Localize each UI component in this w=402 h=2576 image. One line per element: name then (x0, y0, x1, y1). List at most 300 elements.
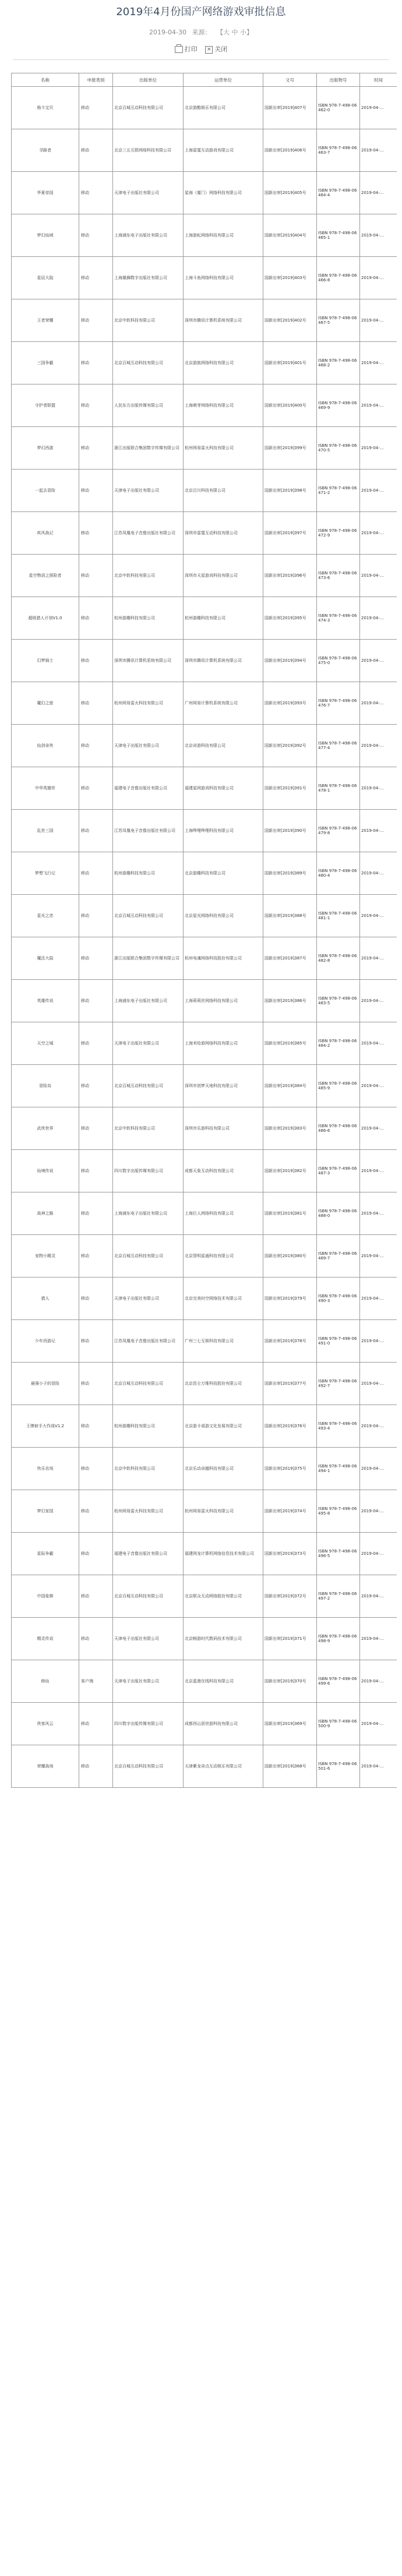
source-label: 来源： (192, 29, 211, 36)
category-cell: 客户端 (79, 1660, 113, 1703)
approval-number-cell: 国新出审[2019]382号 (263, 1150, 317, 1192)
approval-number-cell: 国新出审[2019]378号 (263, 1320, 317, 1363)
approval-number-cell: 国新出审[2019]402号 (263, 299, 317, 342)
close-link[interactable]: 关闭 (214, 45, 228, 53)
isbn-cell: ISBN 978-7-498-06478-1 (317, 767, 360, 810)
print-link[interactable]: 打印 (184, 45, 198, 53)
game-name-cell: 中华英雄传 (12, 767, 79, 810)
time-cell: 2019-04-... (360, 1405, 397, 1448)
isbn-cell: ISBN 978-7-498-06481-1 (317, 895, 360, 937)
category-cell: 移动 (79, 1192, 113, 1235)
category-cell: 移动 (79, 1150, 113, 1192)
table-row (12, 1107, 397, 1150)
category-cell: 移动 (79, 1320, 113, 1363)
table-row (12, 1150, 397, 1192)
isbn-cell: ISBN 978-7-498-06482-8 (317, 937, 360, 980)
publisher-cell: 福建电子音像出版社有限公司 (113, 767, 184, 810)
close-icon[interactable]: × (205, 46, 213, 54)
time-cell: 2019-04-... (360, 597, 397, 640)
table-row (12, 640, 397, 682)
table-row (12, 1745, 397, 1788)
publisher-cell: 北京中软科技有限公司 (113, 1107, 184, 1150)
game-name-cell: 疾风战记 (12, 512, 79, 555)
table-row (12, 980, 397, 1022)
table-row (12, 1618, 397, 1660)
isbn-cell: ISBN 978-7-498-06469-9 (317, 384, 360, 427)
game-name-cell: 王牌射手大作战V1.2 (12, 1405, 79, 1448)
time-cell: 2019-04-... (360, 87, 397, 129)
table-row (12, 682, 397, 725)
publisher-cell: 北京百城互动科技有限公司 (113, 1745, 184, 1788)
game-name-cell: 英雄传说 (12, 980, 79, 1022)
approval-number-cell: 国新出审[2019]389号 (263, 852, 317, 895)
category-cell: 移动 (79, 852, 113, 895)
game-name-cell: 王者荣耀 (12, 299, 79, 342)
category-cell: 移动 (79, 172, 113, 214)
table-row (12, 767, 397, 810)
table-row (12, 214, 397, 257)
table-row (12, 172, 397, 214)
category-cell: 移动 (79, 1405, 113, 1448)
game-name-cell: 星光之恋 (12, 895, 79, 937)
isbn-cell: ISBN 978-7-498-06471-2 (317, 470, 360, 512)
publisher-cell: 北京中软科技有限公司 (113, 555, 184, 597)
isbn-cell: ISBN 978-7-498-06472-9 (317, 512, 360, 555)
publisher-cell: 北京中软科技有限公司 (113, 299, 184, 342)
time-cell: 2019-04-... (360, 342, 397, 384)
publisher-cell: 江苏凤凰电子音像出版社有限公司 (113, 1320, 184, 1363)
publisher-cell: 浙江出版联合集团数字传媒有限公司 (113, 427, 184, 470)
game-name-cell: 侠客风云 (12, 1703, 79, 1745)
approval-table (11, 73, 397, 1788)
column-header-operator: 运营单位 (184, 73, 263, 87)
operator-cell: 北京乐动卓越科技有限公司 (184, 1448, 263, 1490)
operator-cell: 广州三七互娱科技有限公司 (184, 1320, 263, 1363)
category-cell: 移动 (79, 1448, 113, 1490)
category-cell: 移动 (79, 87, 113, 129)
isbn-cell: ISBN 978-7-498-06493-4 (317, 1405, 360, 1448)
isbn-cell: ISBN 978-7-498-06479-8 (317, 810, 360, 852)
category-cell: 移动 (79, 1575, 113, 1618)
game-name-cell: 中国象棋 (12, 1575, 79, 1618)
publisher-cell: 江苏凤凰电子音像出版社有限公司 (113, 810, 184, 852)
article-header (0, 0, 402, 54)
time-cell: 2019-04-... (360, 172, 397, 214)
publisher-cell: 北京百城互动科技有限公司 (113, 895, 184, 937)
isbn-cell: ISBN 978-7-498-06462-0 (317, 87, 360, 129)
table-row (12, 810, 397, 852)
publisher-cell: 上海浦东电子出版社有限公司 (113, 214, 184, 257)
operator-cell: 天津紫龙奇点互动娱乐有限公司 (184, 1745, 263, 1788)
category-cell: 移动 (79, 257, 113, 299)
publisher-cell: 天津电子出版社有限公司 (113, 1660, 184, 1703)
time-cell: 2019-04-... (360, 1745, 397, 1788)
game-name-cell: 梦幻西游 (12, 427, 79, 470)
approval-number-cell: 国新出审[2019]379号 (263, 1278, 317, 1320)
operator-cell: 深圳市创梦天地科技有限公司 (184, 1065, 263, 1107)
publisher-cell: 四川数字出版传媒有限公司 (113, 1703, 184, 1745)
table-row (12, 512, 397, 555)
column-header-category: 申报类别 (79, 73, 113, 87)
category-cell: 移动 (79, 1533, 113, 1575)
approval-number-cell: 国新出审[2019]394号 (263, 640, 317, 682)
operator-cell: 北京畅游时代数码技术有限公司 (184, 1618, 263, 1660)
table-row (12, 1533, 397, 1575)
table-row (12, 427, 397, 470)
approval-number-cell: 国新出审[2019]384号 (263, 1065, 317, 1107)
game-name-cell: 三国争霸 (12, 342, 79, 384)
time-cell: 2019-04-... (360, 852, 397, 895)
time-cell: 2019-04-... (360, 1533, 397, 1575)
operator-cell: 北京完美时空网络技术有限公司 (184, 1278, 263, 1320)
approval-number-cell: 国新出审[2019]397号 (263, 512, 317, 555)
approval-number-cell: 国新出审[2019]399号 (263, 427, 317, 470)
approval-number-cell: 国新出审[2019]400号 (263, 384, 317, 427)
publisher-cell: 杭州游趣科技有限公司 (113, 597, 184, 640)
header-divider (13, 59, 389, 60)
publisher-cell: 福建电子音像出版社有限公司 (113, 1533, 184, 1575)
approval-number-cell: 国新出审[2019]405号 (263, 172, 317, 214)
table-row (12, 852, 397, 895)
isbn-cell: ISBN 978-7-498-06473-6 (317, 555, 360, 597)
page-title: 2019年4月份国产网络游戏审批信息 (116, 6, 286, 18)
game-name-cell: 荣耀战场 (12, 1745, 79, 1788)
isbn-cell: ISBN 978-7-498-06475-0 (317, 640, 360, 682)
publisher-cell: 浙江出版联合集团数字传媒有限公司 (113, 937, 184, 980)
time-cell: 2019-04-... (360, 1448, 397, 1490)
approval-number-cell: 国新出审[2019]374号 (263, 1490, 317, 1533)
publisher-cell: 杭州网易雷火科技有限公司 (113, 1490, 184, 1533)
time-cell: 2019-04-... (360, 767, 397, 810)
category-cell: 移动 (79, 1107, 113, 1150)
approval-number-cell: 国新出审[2019]388号 (263, 895, 317, 937)
publisher-cell: 江苏凤凰电子音像出版社有限公司 (113, 512, 184, 555)
approval-number-cell: 国新出审[2019]391号 (263, 767, 317, 810)
operator-cell: 北京蓝港在线科技有限公司 (184, 1660, 263, 1703)
approval-number-cell: 国新出审[2019]390号 (263, 810, 317, 852)
table-row (12, 1320, 397, 1363)
isbn-cell: ISBN 978-7-498-06470-5 (317, 427, 360, 470)
approval-table-wrapper (11, 73, 397, 1788)
operator-cell: 深圳市天星游戏科技有限公司 (184, 555, 263, 597)
operator-cell: 北京游卡桌游文化发展有限公司 (184, 1405, 263, 1448)
category-cell: 移动 (79, 1235, 113, 1278)
game-name-cell: 乱世三国 (12, 810, 79, 852)
table-row (12, 1278, 397, 1320)
table-row (12, 1235, 397, 1278)
approval-number-cell: 国新出审[2019]407号 (263, 87, 317, 129)
publisher-cell: 人民东方出版传媒有限公司 (113, 384, 184, 427)
approval-number-cell: 国新出审[2019]383号 (263, 1107, 317, 1150)
operator-cell: 北京智明星通科技有限公司 (184, 1235, 263, 1278)
approval-number-cell: 国新出审[2019]385号 (263, 1022, 317, 1065)
table-row (12, 1022, 397, 1065)
time-cell: 2019-04-... (360, 384, 397, 427)
isbn-cell: ISBN 978-7-498-06489-7 (317, 1235, 360, 1278)
game-name-cell: 守护者联盟 (12, 384, 79, 427)
column-header-approval-number: 文号 (263, 73, 317, 87)
game-name-cell: 修仙 (12, 1660, 79, 1703)
operator-cell: 杭州网易雷火科技有限公司 (184, 1490, 263, 1533)
category-cell: 移动 (79, 682, 113, 725)
time-cell: 2019-04-... (360, 1107, 397, 1150)
category-cell: 移动 (79, 512, 113, 555)
publisher-cell: 天津电子出版社有限公司 (113, 1278, 184, 1320)
operator-cell: 北京联众互动网络股份有限公司 (184, 1575, 263, 1618)
operator-cell: 上海莉莉丝网络科技有限公司 (184, 980, 263, 1022)
category-cell: 移动 (79, 937, 113, 980)
operator-cell: 北京游族网络科技有限公司 (184, 342, 263, 384)
time-cell: 2019-04-... (360, 257, 397, 299)
time-cell: 2019-04-... (360, 1490, 397, 1533)
publisher-cell: 杭州游趣科技有限公司 (113, 1405, 184, 1448)
column-header-publisher: 出版单位 (113, 73, 184, 87)
game-name-cell: 幻梦骑士 (12, 640, 79, 682)
operator-cell: 上海游耘网络科技有限公司 (184, 214, 263, 257)
isbn-cell: ISBN 978-7-498-06494-1 (317, 1448, 360, 1490)
operator-cell: 北京星光网络科技有限公司 (184, 895, 263, 937)
isbn-cell: ISBN 978-7-498-06492-7 (317, 1363, 360, 1405)
publish-date: 2019-04-30 (149, 29, 186, 36)
table-row (12, 1363, 397, 1405)
time-cell: 2019-04-... (360, 555, 397, 597)
time-cell: 2019-04-... (360, 682, 397, 725)
operator-cell: 北京游酷娱乐有限公司 (184, 87, 263, 129)
category-cell: 移动 (79, 980, 113, 1022)
operator-cell: 上海萌芽网络科技有限公司 (184, 384, 263, 427)
table-row (12, 470, 397, 512)
game-name-cell: 梦幻仙域 (12, 214, 79, 257)
approval-number-cell: 国新出审[2019]372号 (263, 1575, 317, 1618)
operator-cell: 星海（厦门）网络科技有限公司 (184, 172, 263, 214)
game-name-cell: 最强小子的冒险 (12, 1363, 79, 1405)
publisher-cell: 北京三五互联网络科技有限公司 (113, 129, 184, 172)
time-cell: 2019-04-... (360, 1575, 397, 1618)
time-cell: 2019-04-... (360, 512, 397, 555)
time-cell: 2019-04-... (360, 725, 397, 767)
isbn-cell: ISBN 978-7-498-06485-9 (317, 1065, 360, 1107)
publisher-cell: 北京百城互动科技有限公司 (113, 87, 184, 129)
operator-cell: 深圳市腾讯计算机系统有限公司 (184, 299, 263, 342)
approval-number-cell: 国新出审[2019]380号 (263, 1235, 317, 1278)
game-name-cell: 梦幻家园 (12, 1490, 79, 1533)
column-header-isbn: 出版物号 (317, 73, 360, 87)
publisher-cell: 北京百城互动科技有限公司 (113, 1235, 184, 1278)
game-name-cell: 猎人 (12, 1278, 79, 1320)
table-row (12, 1703, 397, 1745)
category-cell: 移动 (79, 895, 113, 937)
game-name-cell: 一起去冒险 (12, 470, 79, 512)
approval-number-cell: 国新出审[2019]376号 (263, 1405, 317, 1448)
publisher-cell: 北京中软科技有限公司 (113, 1448, 184, 1490)
approval-number-cell: 国新出审[2019]368号 (263, 1745, 317, 1788)
isbn-cell: ISBN 978-7-498-06480-4 (317, 852, 360, 895)
approval-number-cell: 国新出审[2019]373号 (263, 1533, 317, 1575)
time-cell: 2019-04-... (360, 1278, 397, 1320)
operator-cell: 上海雷霆互动游戏有限公司 (184, 129, 263, 172)
isbn-cell: ISBN 978-7-498-06491-0 (317, 1320, 360, 1363)
game-name-cell: 星空物语之探险者 (12, 555, 79, 597)
isbn-cell: ISBN 978-7-498-06474-3 (317, 597, 360, 640)
table-row (12, 129, 397, 172)
isbn-cell: ISBN 978-7-498-06496-5 (317, 1533, 360, 1575)
game-name-cell: 仙境传说 (12, 1150, 79, 1192)
operator-cell: 成都天象互动科技有限公司 (184, 1150, 263, 1192)
table-row (12, 384, 397, 427)
table-row (12, 597, 397, 640)
game-name-cell: 寻路者 (12, 129, 79, 172)
operator-cell: 福建网龙计算机网络信息技术有限公司 (184, 1533, 263, 1575)
game-name-cell: 宠物小精灵 (12, 1235, 79, 1278)
isbn-cell: ISBN 978-7-498-06498-9 (317, 1618, 360, 1660)
category-cell: 移动 (79, 342, 113, 384)
approval-number-cell: 国新出审[2019]398号 (263, 470, 317, 512)
time-cell: 2019-04-... (360, 427, 397, 470)
operator-cell: 上海巨人网络科技有限公司 (184, 1192, 263, 1235)
category-cell: 移动 (79, 299, 113, 342)
category-cell: 移动 (79, 1618, 113, 1660)
approval-number-cell: 国新出审[2019]395号 (263, 597, 317, 640)
isbn-cell: ISBN 978-7-498-06467-5 (317, 299, 360, 342)
category-cell: 移动 (79, 597, 113, 640)
isbn-cell: ISBN 978-7-498-06486-6 (317, 1107, 360, 1150)
time-cell: 2019-04-... (360, 1065, 397, 1107)
table-row (12, 937, 397, 980)
category-cell: 移动 (79, 725, 113, 767)
time-cell: 2019-04-... (360, 1022, 397, 1065)
category-cell: 移动 (79, 1363, 113, 1405)
isbn-cell: ISBN 978-7-498-06465-1 (317, 214, 360, 257)
operator-cell: 北京奇游科技有限公司 (184, 725, 263, 767)
operator-cell: 广州网易计算机系统有限公司 (184, 682, 263, 725)
time-cell: 2019-04-... (360, 1703, 397, 1745)
approval-number-cell: 国新出审[2019]375号 (263, 1448, 317, 1490)
table-row (12, 1448, 397, 1490)
time-cell: 2019-04-... (360, 1320, 397, 1363)
publisher-cell: 北京百城互动科技有限公司 (113, 1575, 184, 1618)
category-cell: 移动 (79, 214, 113, 257)
time-cell: 2019-04-... (360, 640, 397, 682)
font-size-switch[interactable]: 【大 中 小】 (216, 29, 253, 36)
game-name-cell: 魔幻之旅 (12, 682, 79, 725)
approval-number-cell: 国新出审[2019]403号 (263, 257, 317, 299)
game-name-cell: 梦想飞行记 (12, 852, 79, 895)
approval-number-cell: 国新出审[2019]392号 (263, 725, 317, 767)
game-name-cell: 超级猎人计划V1.0 (12, 597, 79, 640)
isbn-cell: ISBN 978-7-498-06499-6 (317, 1660, 360, 1703)
approval-number-cell: 国新出审[2019]387号 (263, 937, 317, 980)
game-name-cell: 星辰大陆 (12, 257, 79, 299)
category-cell: 移动 (79, 129, 113, 172)
time-cell: 2019-04-... (360, 937, 397, 980)
table-row (12, 1065, 397, 1107)
approval-number-cell: 国新出审[2019]377号 (263, 1363, 317, 1405)
category-cell: 移动 (79, 555, 113, 597)
game-name-cell: 快乐农场 (12, 1448, 79, 1490)
table-row (12, 1660, 397, 1703)
operator-cell: 上海米哈游网络科技有限公司 (184, 1022, 263, 1065)
isbn-cell: ISBN 978-7-498-06501-6 (317, 1745, 360, 1788)
column-header-time: 时间 (360, 73, 397, 87)
operator-cell: 福建星网游戏科技有限公司 (184, 767, 263, 810)
table-row (12, 555, 397, 597)
publisher-cell: 天津电子出版社有限公司 (113, 1618, 184, 1660)
isbn-cell: ISBN 978-7-498-06463-7 (317, 129, 360, 172)
game-name-cell: 仙剑奇侠 (12, 725, 79, 767)
category-cell: 移动 (79, 1065, 113, 1107)
game-name-cell: 天空之城 (12, 1022, 79, 1065)
category-cell: 移动 (79, 1703, 113, 1745)
category-cell: 移动 (79, 470, 113, 512)
approval-number-cell: 国新出审[2019]404号 (263, 214, 317, 257)
column-header-name: 名称 (12, 73, 79, 87)
category-cell: 移动 (79, 1745, 113, 1788)
time-cell: 2019-04-... (360, 1363, 397, 1405)
publisher-cell: 天津电子出版社有限公司 (113, 725, 184, 767)
time-cell: 2019-04-... (360, 1235, 397, 1278)
table-row (12, 342, 397, 384)
time-cell: 2019-04-... (360, 470, 397, 512)
table-row (12, 1192, 397, 1235)
category-cell: 移动 (79, 1278, 113, 1320)
game-name-cell: 武侠世界 (12, 1107, 79, 1150)
article-tools (0, 44, 402, 54)
approval-number-cell: 国新出审[2019]381号 (263, 1192, 317, 1235)
time-cell: 2019-04-... (360, 980, 397, 1022)
isbn-cell: ISBN 978-7-498-06468-2 (317, 342, 360, 384)
approval-number-cell: 国新出审[2019]401号 (263, 342, 317, 384)
table-row (12, 895, 397, 937)
time-cell: 2019-04-... (360, 810, 397, 852)
publisher-cell: 北京百城互动科技有限公司 (113, 1065, 184, 1107)
table-body (12, 87, 397, 1788)
publisher-cell: 天津电子出版社有限公司 (113, 1022, 184, 1065)
publisher-cell: 杭州网易雷火科技有限公司 (113, 682, 184, 725)
approval-number-cell: 国新出审[2019]406号 (263, 129, 317, 172)
time-cell: 2019-04-... (360, 1192, 397, 1235)
table-row (12, 1405, 397, 1448)
operator-cell: 深圳市乐游科技有限公司 (184, 1107, 263, 1150)
game-name-cell: 魔法大陆 (12, 937, 79, 980)
table-row (12, 257, 397, 299)
approval-number-cell: 国新出审[2019]370号 (263, 1660, 317, 1703)
game-name-cell: 格斗宝贝 (12, 87, 79, 129)
category-cell: 移动 (79, 1022, 113, 1065)
operator-cell: 成都西山居世游科技有限公司 (184, 1703, 263, 1745)
time-cell: 2019-04-... (360, 299, 397, 342)
publisher-cell: 天津电子出版社有限公司 (113, 470, 184, 512)
time-cell: 2019-04-... (360, 1618, 397, 1660)
operator-cell: 深圳市雷霆互动科技有限公司 (184, 512, 263, 555)
game-name-cell: 星际争霸 (12, 1533, 79, 1575)
table-row (12, 1575, 397, 1618)
operator-cell: 深圳市腾讯计算机系统有限公司 (184, 640, 263, 682)
publisher-cell: 天津电子出版社有限公司 (113, 172, 184, 214)
table-row (12, 299, 397, 342)
time-cell: 2019-04-... (360, 895, 397, 937)
publisher-cell: 上海浦东电子出版社有限公司 (113, 1192, 184, 1235)
isbn-cell: ISBN 978-7-498-06497-2 (317, 1575, 360, 1618)
time-cell: 2019-04-... (360, 129, 397, 172)
category-cell: 移动 (79, 767, 113, 810)
print-icon[interactable] (175, 46, 183, 53)
time-cell: 2019-04-... (360, 1660, 397, 1703)
operator-cell: 北京游趣科技有限公司 (184, 852, 263, 895)
category-cell: 移动 (79, 384, 113, 427)
game-name-cell: 少年西游记 (12, 1320, 79, 1363)
publisher-cell: 北京百城互动科技有限公司 (113, 1363, 184, 1405)
table-row (12, 725, 397, 767)
